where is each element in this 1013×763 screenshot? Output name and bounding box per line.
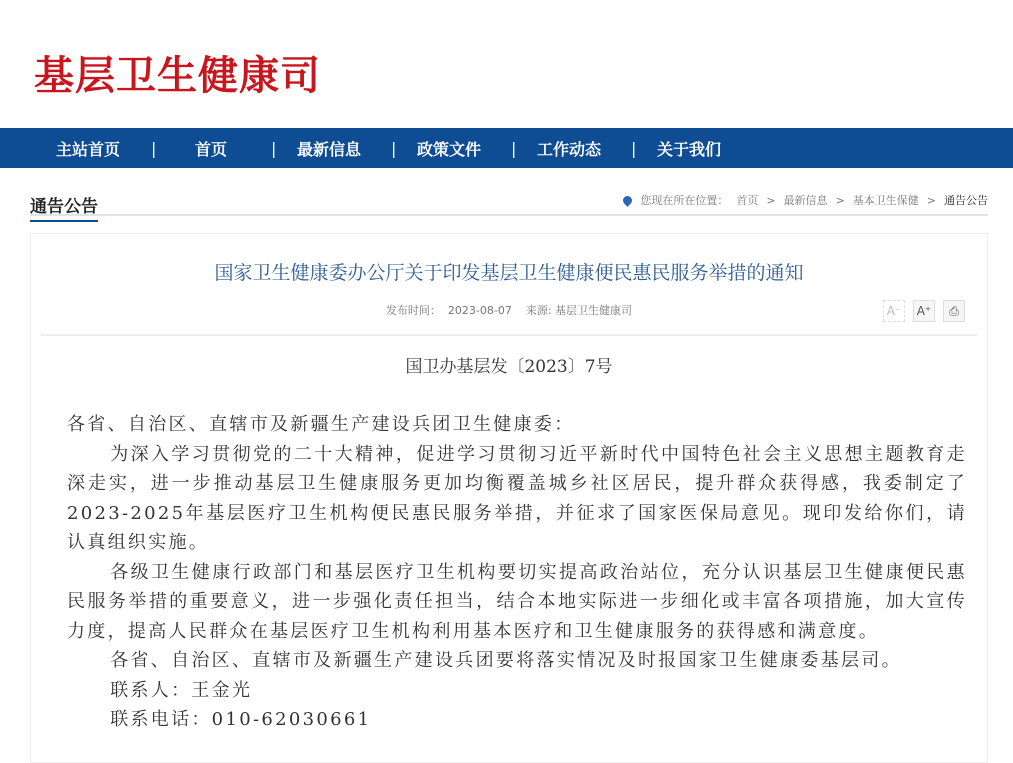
nav-work-updates[interactable]: 工作动态 [537, 139, 602, 159]
paragraph: 各级卫生健康行政部门和基层医疗卫生机构要切实提高政治站位，充分认识基层卫生健康便民惠民服务举措的重要意义，进一步强化责任担当，结合本地实际进一步细化或丰富各项措施，加大宣传力度，提高人民群众在基层医疗卫生机构利用基本医疗和卫生健康服务的获得感和满意度。 [67, 561, 967, 642]
article-tools [883, 300, 965, 322]
breadcrumb-home[interactable]: 首页 [736, 194, 759, 207]
article-card [30, 233, 988, 763]
nav-main-site-home[interactable]: 主站首页 [56, 139, 121, 159]
salutation: 各省、自治区、直辖市及新疆生产建设兵团卫生健康委： [67, 414, 575, 435]
nav-policy-documents[interactable]: 政策文件 [417, 139, 482, 159]
paragraph: 为深入学习贯彻党的二十大精神，促进学习贯彻习近平新时代中国特色社会主义思想主题教育走深走实，进一步推动基层卫生健康服务更加均衡覆盖城乡社区居民，提升群众获得感，我委制定了2023-2025年基层医疗卫生机构便民惠民服务举措，并征求了国家医保局意见。现印发给你们，请认真组织实施。 [67, 443, 967, 553]
print-icon[interactable]: ⎙ [943, 300, 965, 322]
breadcrumb [623, 192, 988, 208]
breadcrumb-current[interactable]: 通告公告 [944, 194, 988, 207]
nav-separator: | [631, 138, 637, 158]
breadcrumb-separator: > [766, 193, 776, 207]
document-number: 国卫办基层发〔2023〕7号 [405, 357, 613, 377]
location-pin-icon [621, 194, 634, 207]
contact-person: 联系人：王金光 [110, 679, 253, 701]
paragraph: 各省、自治区、直辖市及新疆生产建设兵团要将落实情况及时报国家卫生健康委基层司。 [110, 650, 902, 671]
nav-home[interactable]: 首页 [195, 139, 228, 159]
font-larger-button[interactable]: A⁺ [913, 300, 935, 322]
nav-about-us[interactable]: 关于我们 [657, 139, 722, 159]
nav-separator: | [271, 138, 277, 158]
contact-phone: 联系电话：010-62030661 [110, 709, 372, 730]
divider [41, 334, 977, 336]
section-title: 通告公告 [30, 192, 98, 222]
article-meta: 发布时间： 2023-08-07 来源: 基层卫生健康司 [385, 304, 633, 317]
section-header [30, 186, 988, 216]
nav-separator: | [511, 138, 517, 158]
nav-separator: | [391, 138, 397, 158]
site-header [0, 0, 1013, 128]
article-body [67, 410, 967, 735]
breadcrumb-latest-info[interactable]: 最新信息 [783, 194, 828, 207]
breadcrumb-separator: > [835, 193, 845, 207]
breadcrumb-primary-care[interactable]: 基本卫生保健 [852, 194, 919, 207]
breadcrumb-separator: > [926, 193, 936, 207]
main-nav [0, 128, 1013, 168]
breadcrumb-prefix: 您现在所在位置： [640, 194, 729, 207]
font-smaller-button[interactable]: A⁻ [883, 300, 905, 322]
site-logo[interactable]: 基层卫生健康司 [34, 53, 321, 99]
nav-separator: | [151, 138, 157, 158]
nav-latest-info[interactable]: 最新信息 [297, 139, 362, 159]
article-title: 国家卫生健康委办公厅关于印发基层卫生健康便民惠民服务举措的通知 [214, 262, 804, 284]
